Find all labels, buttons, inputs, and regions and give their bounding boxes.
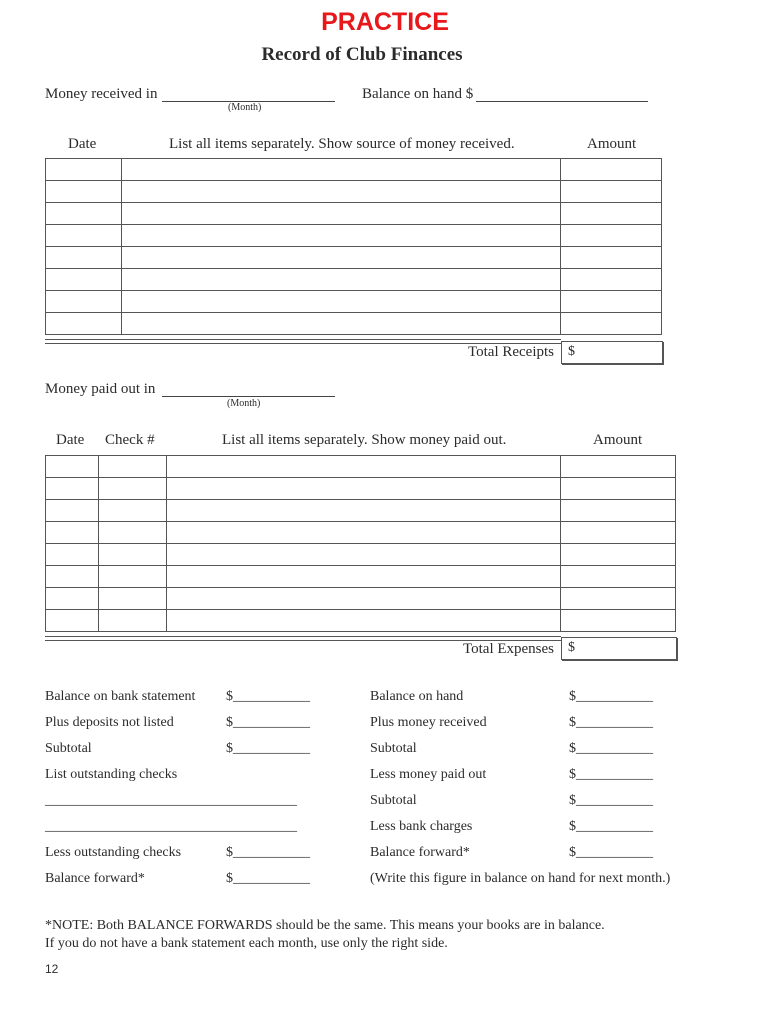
right-reconcile-value[interactable]: $___________ xyxy=(569,689,653,704)
receipts-row xyxy=(46,313,662,335)
total-receipts-currency: $ xyxy=(568,344,575,359)
money-received-month-field[interactable] xyxy=(162,87,335,102)
receipts-row xyxy=(46,269,662,291)
expense-date-cell[interactable] xyxy=(46,478,99,500)
receipt-item-cell[interactable] xyxy=(121,291,560,313)
left-reconcile-label: Subtotal xyxy=(45,741,92,756)
expense-check-cell[interactable] xyxy=(98,544,166,566)
receipt-date-cell[interactable] xyxy=(46,291,122,313)
money-received-label: Money received in xyxy=(45,86,158,102)
left-reconcile-value[interactable]: $___________ xyxy=(226,689,310,704)
receipts-row xyxy=(46,159,662,181)
expense-date-cell[interactable] xyxy=(46,500,99,522)
expense-date-cell[interactable] xyxy=(46,522,99,544)
expenses-row xyxy=(46,610,676,632)
left-reconcile-label: Balance forward* xyxy=(45,871,145,886)
total-expenses-label: Total Expenses xyxy=(463,641,555,657)
expense-item-cell[interactable] xyxy=(167,610,561,632)
expense-check-cell[interactable] xyxy=(98,588,166,610)
expense-amount-cell[interactable] xyxy=(560,456,675,478)
receipt-item-cell[interactable] xyxy=(121,203,560,225)
expense-item-cell[interactable] xyxy=(167,500,561,522)
money-paid-month-field[interactable] xyxy=(162,382,335,397)
page-title: Record of Club Finances xyxy=(261,44,463,65)
receipt-date-cell[interactable] xyxy=(46,269,122,291)
expense-amount-cell[interactable] xyxy=(560,544,675,566)
right-reconcile-label: (Write this figure in balance on hand for next month.) xyxy=(370,871,671,886)
receipt-amount-cell[interactable] xyxy=(560,313,661,335)
receipts-row xyxy=(46,203,662,225)
balance-on-hand-field[interactable] xyxy=(476,87,648,102)
expense-amount-cell[interactable] xyxy=(560,566,675,588)
left-reconcile-label[interactable]: ____________________________________ xyxy=(45,819,297,834)
expense-check-cell[interactable] xyxy=(98,566,166,588)
right-reconcile-value[interactable]: $___________ xyxy=(569,715,653,730)
left-reconcile-value[interactable]: $___________ xyxy=(226,845,310,860)
right-reconcile-label: Balance on hand xyxy=(370,689,464,704)
receipt-item-cell[interactable] xyxy=(121,225,560,247)
receipt-date-cell[interactable] xyxy=(46,181,122,203)
right-reconcile-label: Less bank charges xyxy=(370,819,473,834)
total-receipts-field[interactable] xyxy=(561,341,663,364)
expense-check-cell[interactable] xyxy=(98,500,166,522)
right-reconcile-value[interactable]: $___________ xyxy=(569,741,653,756)
right-reconcile-label: Subtotal xyxy=(370,793,417,808)
expense-date-cell[interactable] xyxy=(46,544,99,566)
right-reconcile-label: Plus money received xyxy=(370,715,487,730)
receipts-table xyxy=(45,158,662,335)
received-col-amount: Amount xyxy=(587,136,637,152)
receipt-amount-cell[interactable] xyxy=(560,159,661,181)
receipt-amount-cell[interactable] xyxy=(560,225,661,247)
total-expenses-field[interactable] xyxy=(561,637,677,660)
expense-amount-cell[interactable] xyxy=(560,610,675,632)
right-reconcile-value[interactable]: $___________ xyxy=(569,845,653,860)
money-paid-label: Money paid out in xyxy=(45,381,156,397)
expense-check-cell[interactable] xyxy=(98,610,166,632)
right-reconcile-label: Less money paid out xyxy=(370,767,487,782)
month-hint-paid: (Month) xyxy=(227,398,261,409)
expense-check-cell[interactable] xyxy=(98,478,166,500)
left-reconcile-label: Plus deposits not listed xyxy=(45,715,174,730)
right-reconcile-value[interactable]: $___________ xyxy=(569,767,653,782)
receipt-date-cell[interactable] xyxy=(46,313,122,335)
received-col-items: List all items separately. Show source of money received. xyxy=(169,136,515,152)
receipt-amount-cell[interactable] xyxy=(560,247,661,269)
receipt-item-cell[interactable] xyxy=(121,159,560,181)
note-line-1: *NOTE: Both BALANCE FORWARDS should be the same. This means your books are in balance. xyxy=(45,918,605,933)
expense-item-cell[interactable] xyxy=(167,456,561,478)
note-line-2: If you do not have a bank statement each month, use only the right side. xyxy=(45,936,448,951)
right-reconcile-value[interactable]: $___________ xyxy=(569,819,653,834)
expense-item-cell[interactable] xyxy=(167,566,561,588)
expense-date-cell[interactable] xyxy=(46,610,99,632)
expenses-row xyxy=(46,566,676,588)
receipt-item-cell[interactable] xyxy=(121,313,560,335)
expense-amount-cell[interactable] xyxy=(560,500,675,522)
receipt-date-cell[interactable] xyxy=(46,159,122,181)
received-col-date: Date xyxy=(68,136,97,152)
receipt-amount-cell[interactable] xyxy=(560,181,661,203)
receipt-date-cell[interactable] xyxy=(46,247,122,269)
expenses-row xyxy=(46,456,676,478)
receipt-item-cell[interactable] xyxy=(121,181,560,203)
expense-date-cell[interactable] xyxy=(46,456,99,478)
right-reconcile-label: Balance forward* xyxy=(370,845,470,860)
receipt-amount-cell[interactable] xyxy=(560,291,661,313)
paid-col-items: List all items separately. Show money paid out. xyxy=(222,432,507,448)
receipt-item-cell[interactable] xyxy=(121,247,560,269)
receipt-amount-cell[interactable] xyxy=(560,269,661,291)
left-reconcile-value[interactable]: $___________ xyxy=(226,715,310,730)
expense-item-cell[interactable] xyxy=(167,478,561,500)
practice-watermark: PRACTICE xyxy=(321,8,449,36)
left-reconcile-label: List outstanding checks xyxy=(45,767,178,782)
total-expenses-currency: $ xyxy=(568,640,575,655)
paid-col-amount: Amount xyxy=(593,432,643,448)
expenses-row xyxy=(46,478,676,500)
left-reconcile-label: Balance on bank statement xyxy=(45,689,196,704)
page-number: 12 xyxy=(45,962,59,976)
expense-item-cell[interactable] xyxy=(167,522,561,544)
balance-on-hand-label: Balance on hand $ xyxy=(362,86,474,102)
expense-amount-cell[interactable] xyxy=(560,588,675,610)
expenses-row xyxy=(46,544,676,566)
month-hint: (Month) xyxy=(228,102,262,113)
expense-date-cell[interactable] xyxy=(46,588,99,610)
expenses-row xyxy=(46,522,676,544)
left-reconcile-label: Less outstanding checks xyxy=(45,845,182,860)
receipt-item-cell[interactable] xyxy=(121,269,560,291)
expense-amount-cell[interactable] xyxy=(560,478,675,500)
expenses-row xyxy=(46,588,676,610)
expense-item-cell[interactable] xyxy=(167,544,561,566)
receipts-row xyxy=(46,291,662,313)
receipts-row xyxy=(46,247,662,269)
right-reconcile-label: Subtotal xyxy=(370,741,417,756)
left-reconcile-value[interactable]: $___________ xyxy=(226,741,310,756)
expense-amount-cell[interactable] xyxy=(560,522,675,544)
expenses-table xyxy=(45,455,676,632)
expense-item-cell[interactable] xyxy=(167,588,561,610)
right-reconcile-value[interactable]: $___________ xyxy=(569,793,653,808)
receipt-amount-cell[interactable] xyxy=(560,203,661,225)
expense-check-cell[interactable] xyxy=(98,522,166,544)
receipt-date-cell[interactable] xyxy=(46,203,122,225)
left-reconcile-label[interactable]: ____________________________________ xyxy=(45,793,297,808)
receipts-row xyxy=(46,181,662,203)
expense-date-cell[interactable] xyxy=(46,566,99,588)
paid-col-date: Date xyxy=(56,432,85,448)
left-reconcile-value[interactable]: $___________ xyxy=(226,871,310,886)
paid-col-check: Check # xyxy=(105,432,155,448)
expenses-row xyxy=(46,500,676,522)
expense-check-cell[interactable] xyxy=(98,456,166,478)
receipt-date-cell[interactable] xyxy=(46,225,122,247)
total-receipts-label: Total Receipts xyxy=(468,344,555,360)
receipts-row xyxy=(46,225,662,247)
